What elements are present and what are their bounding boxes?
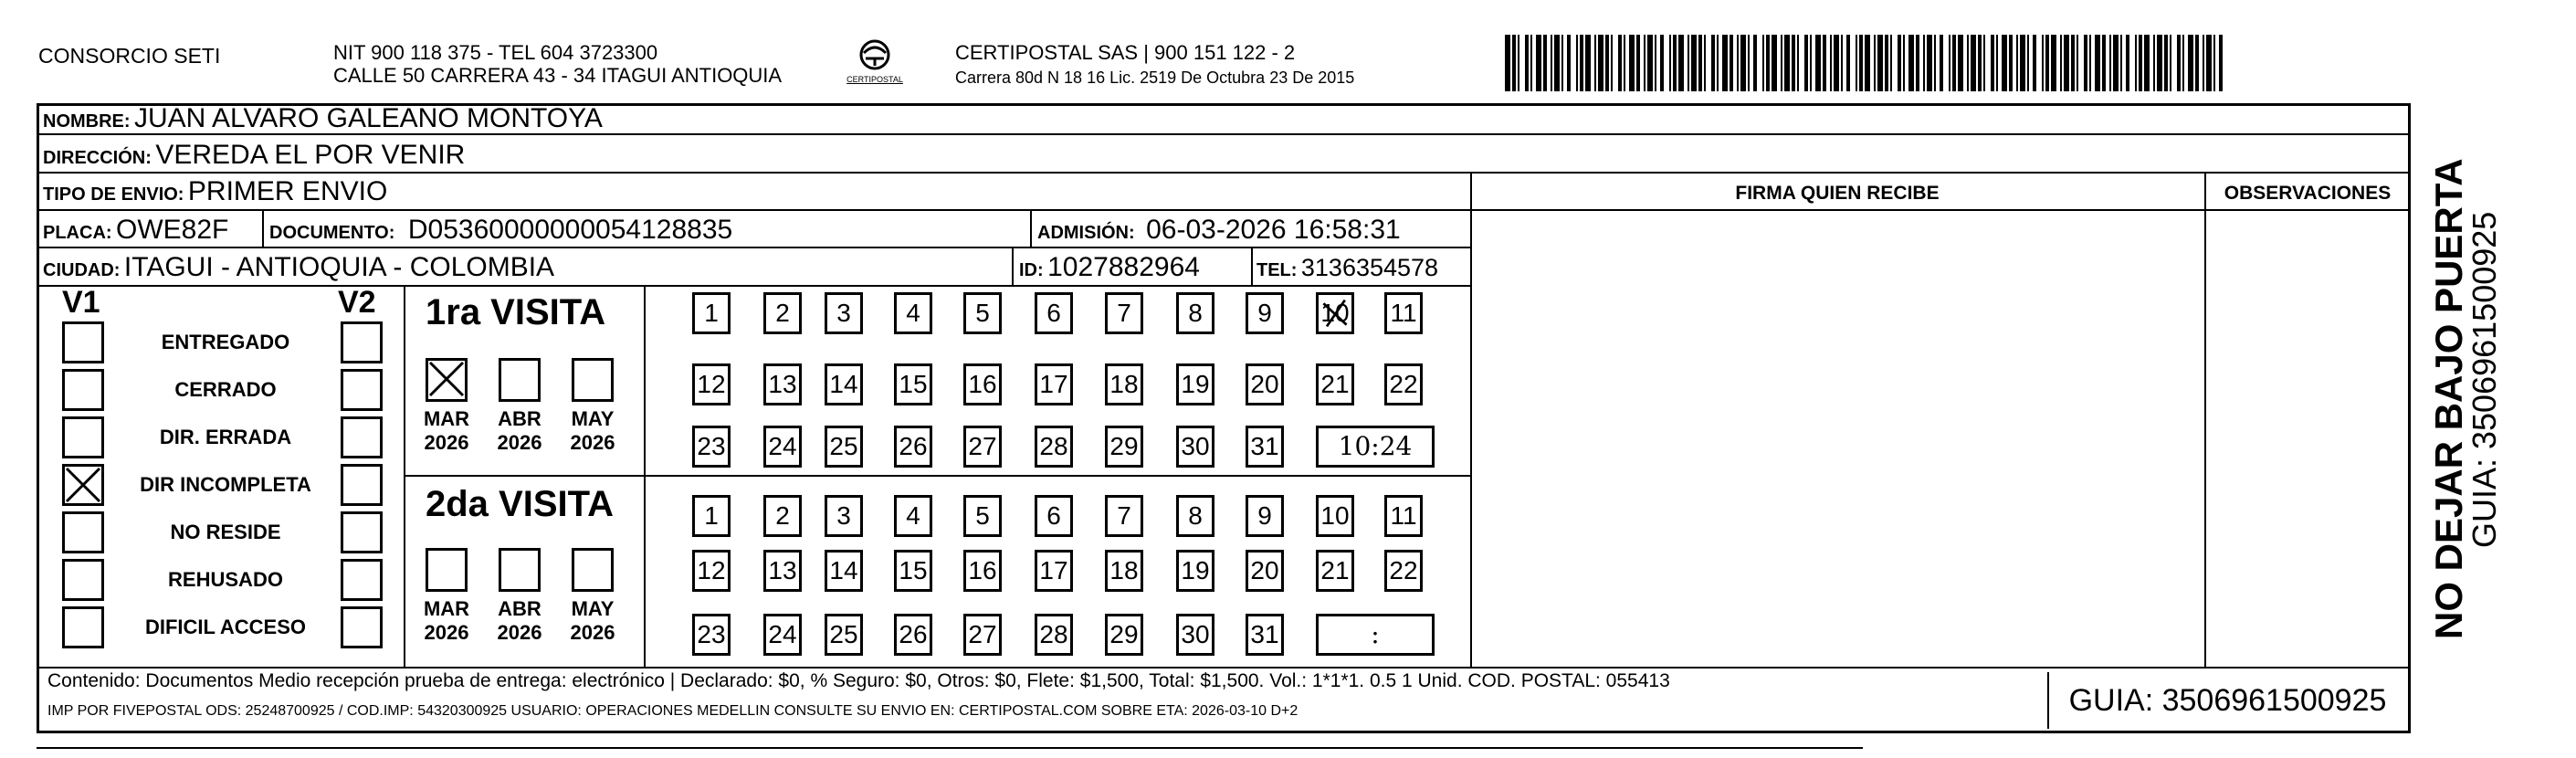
day-box[interactable]: 10 [1316, 292, 1354, 334]
day-box[interactable]: 9 [1246, 495, 1284, 537]
footer-imp-line: IMP POR FIVEPOSTAL ODS: 25248700925 / COD.IMP: 54320300925 USUARIO: OPERACIONES MEDELLIN CONSULTE SU ENVIO EN: CERTIPOSTAL.COM SOBRE ETA: 2026-03-10 D+2 [47, 703, 1299, 719]
day-box[interactable]: 29 [1105, 426, 1143, 468]
observaciones-header: OBSERVACIONES [2224, 183, 2392, 204]
second-visit-title: 2da VISITA [426, 484, 614, 524]
status-label: ENTREGADO [161, 331, 290, 353]
day-box[interactable]: 19 [1176, 363, 1214, 405]
no-dejar-warning: NO DEJAR BAJO PUERTA [2427, 158, 2470, 639]
day-box[interactable]: 24 [763, 614, 802, 656]
v2-checkbox[interactable] [341, 511, 383, 553]
day-box[interactable]: 23 [692, 426, 731, 468]
direccion-row [43, 140, 465, 175]
company-name: CONSORCIO SETI [38, 44, 221, 68]
id-cell [1019, 252, 1200, 288]
day-box[interactable]: 16 [963, 550, 1002, 592]
visit-time-box[interactable]: : [1316, 614, 1435, 656]
v1-label: V1 [62, 285, 100, 320]
day-box[interactable]: 8 [1176, 292, 1214, 334]
v2-checkbox[interactable] [341, 464, 383, 506]
day-box[interactable]: 4 [894, 495, 932, 537]
day-box[interactable]: 25 [825, 426, 863, 468]
day-box[interactable]: 6 [1035, 495, 1073, 537]
month-checkbox[interactable] [426, 358, 468, 402]
tipo-value: PRIMER ENVIO [187, 176, 388, 206]
day-box[interactable]: 27 [963, 426, 1002, 468]
nombre-value: JUAN ALVARO GALEANO MONTOYA [134, 103, 603, 133]
day-box[interactable]: 15 [894, 550, 932, 592]
day-box[interactable]: 17 [1035, 363, 1073, 405]
documento-cell [269, 215, 732, 250]
day-box[interactable]: 28 [1035, 426, 1073, 468]
day-box[interactable]: 14 [825, 550, 863, 592]
status-label: DIR. ERRADA [159, 426, 292, 448]
status-label: DIFICIL ACCESO [144, 616, 306, 638]
month-checkbox[interactable] [499, 358, 541, 402]
month-checkbox[interactable] [572, 358, 614, 402]
footer-guia: GUIA: 3506961500925 [2047, 672, 2406, 729]
day-box[interactable]: 4 [894, 292, 932, 334]
day-box[interactable]: 15 [894, 363, 932, 405]
day-box[interactable]: 2 [763, 292, 802, 334]
status-label: REHUSADO [168, 568, 283, 591]
day-box[interactable]: 22 [1384, 550, 1423, 592]
day-box[interactable]: 12 [692, 363, 731, 405]
footer-content-line: Contenido: Documentos Medio recepción prueba de entrega: electrónico | Declarado: $0, % Seguro: $0, Otros: $0, Flete: $1,500, Total: $1,500. Vol.: 1*1*1. 0.5 1 Unid. COD. POSTAL: 055413 [47, 670, 1670, 691]
month-checkbox[interactable] [499, 548, 541, 592]
month-checkbox[interactable] [426, 548, 468, 592]
day-box[interactable]: 10 [1316, 495, 1354, 537]
day-box[interactable]: 24 [763, 426, 802, 468]
day-box[interactable]: 7 [1105, 495, 1143, 537]
month-label: ABR 2026 [497, 407, 542, 454]
ciudad-value: ITAGUI - ANTIOQUIA - COLOMBIA [123, 252, 555, 282]
day-box[interactable]: 29 [1105, 614, 1143, 656]
day-box[interactable]: 21 [1316, 363, 1354, 405]
nit-line: NIT 900 118 375 - TEL 604 3723300 [333, 41, 658, 64]
day-box[interactable]: 9 [1246, 292, 1284, 334]
day-box[interactable]: 30 [1176, 614, 1214, 656]
v2-checkbox[interactable] [341, 369, 383, 411]
day-box[interactable]: 31 [1246, 614, 1284, 656]
month-checkbox[interactable] [572, 548, 614, 592]
day-box[interactable]: 6 [1035, 292, 1073, 334]
day-box[interactable]: 31 [1246, 426, 1284, 468]
day-box[interactable]: 16 [963, 363, 1002, 405]
month-label: MAY 2026 [570, 597, 615, 644]
certipostal-logo-icon [838, 37, 911, 97]
day-box[interactable]: 11 [1384, 292, 1423, 334]
day-box[interactable]: 22 [1384, 363, 1423, 405]
day-box[interactable]: 25 [825, 614, 863, 656]
day-box[interactable]: 7 [1105, 292, 1143, 334]
day-box[interactable]: 13 [763, 550, 802, 592]
day-box[interactable]: 1 [692, 495, 731, 537]
placa-label: PLACA: [43, 223, 112, 243]
admision-value: 06-03-2026 16:58:31 [1146, 215, 1401, 245]
day-box[interactable]: 26 [894, 614, 932, 656]
id-value: 1027882964 [1047, 252, 1200, 282]
month-label: MAR 2026 [423, 407, 470, 454]
day-box[interactable]: 20 [1246, 550, 1284, 592]
admision-cell [1037, 215, 1401, 250]
v2-checkbox[interactable] [341, 606, 383, 648]
day-box[interactable]: 5 [963, 495, 1002, 537]
day-box[interactable]: 14 [825, 363, 863, 405]
visit-time-box[interactable]: 10:24 [1316, 426, 1435, 468]
day-box[interactable]: 18 [1105, 363, 1143, 405]
day-box[interactable]: 26 [894, 426, 932, 468]
certipostal-logo [838, 37, 911, 97]
day-box[interactable]: 20 [1246, 363, 1284, 405]
status-label: DIR INCOMPLETA [140, 473, 311, 496]
status-label: CERRADO [174, 378, 277, 401]
barcode-icon [1505, 35, 2235, 91]
v2-label: V2 [338, 285, 376, 320]
month-label: MAR 2026 [423, 597, 470, 644]
tel-cell [1256, 252, 1438, 288]
tel-label: TEL: [1256, 260, 1298, 280]
certipostal-line: CERTIPOSTAL SAS | 900 151 122 - 2 [955, 41, 1296, 64]
day-box[interactable]: 27 [963, 614, 1002, 656]
day-box[interactable]: 23 [692, 614, 731, 656]
day-box[interactable]: 18 [1105, 550, 1143, 592]
direccion-value: VEREDA EL POR VENIR [155, 140, 466, 170]
day-box[interactable]: 11 [1384, 495, 1423, 537]
day-box[interactable]: 2 [763, 495, 802, 537]
direccion-label: DIRECCIÓN: [43, 148, 152, 168]
v2-checkbox[interactable] [341, 321, 383, 363]
day-box[interactable]: 1 [692, 292, 731, 334]
tipo-label: TIPO DE ENVIO: [43, 184, 184, 205]
side-guia: GUIA: 3506961500925 [2466, 211, 2503, 548]
barcode [1505, 35, 2235, 91]
documento-label: DOCUMENTO: [269, 223, 395, 243]
nombre-label: NOMBRE: [43, 111, 131, 132]
nombre-row [43, 103, 603, 139]
v2-checkbox[interactable] [341, 559, 383, 601]
day-box[interactable]: 13 [763, 363, 802, 405]
admision-label: ADMISIÓN: [1037, 223, 1135, 243]
day-box[interactable]: 3 [825, 495, 863, 537]
tel-value: 3136354578 [1300, 254, 1439, 281]
day-box[interactable]: 12 [692, 550, 731, 592]
day-box[interactable]: 19 [1176, 550, 1214, 592]
v2-checkbox[interactable] [341, 416, 383, 458]
day-box[interactable]: 28 [1035, 614, 1073, 656]
documento-value: D05360000000054128835 [407, 215, 733, 245]
ciudad-row [43, 252, 554, 288]
firma-header: FIRMA QUIEN RECIBE [1735, 183, 1940, 204]
logo-text: CERTIPOSTAL [846, 75, 903, 84]
day-box[interactable]: 5 [963, 292, 1002, 334]
address-line: CALLE 50 CARRERA 43 - 34 ITAGUI ANTIOQUIA [333, 64, 783, 87]
month-label: ABR 2026 [497, 597, 542, 644]
placa-value: OWE82F [116, 215, 229, 245]
day-box[interactable]: 17 [1035, 550, 1073, 592]
day-box[interactable]: 3 [825, 292, 863, 334]
first-visit-title: 1ra VISITA [426, 292, 606, 332]
id-label: ID: [1019, 260, 1044, 280]
license-line: Carrera 80d N 18 16 Lic. 2519 De Octubra 23 De 2015 [955, 68, 1355, 87]
ciudad-label: CIUDAD: [43, 260, 121, 280]
day-box[interactable]: 8 [1176, 495, 1214, 537]
day-box[interactable]: 21 [1316, 550, 1354, 592]
month-label: MAY 2026 [570, 407, 615, 454]
day-box[interactable]: 30 [1176, 426, 1214, 468]
tipo-row [43, 176, 387, 212]
status-label: NO RESIDE [170, 521, 281, 543]
placa-row [43, 215, 228, 250]
